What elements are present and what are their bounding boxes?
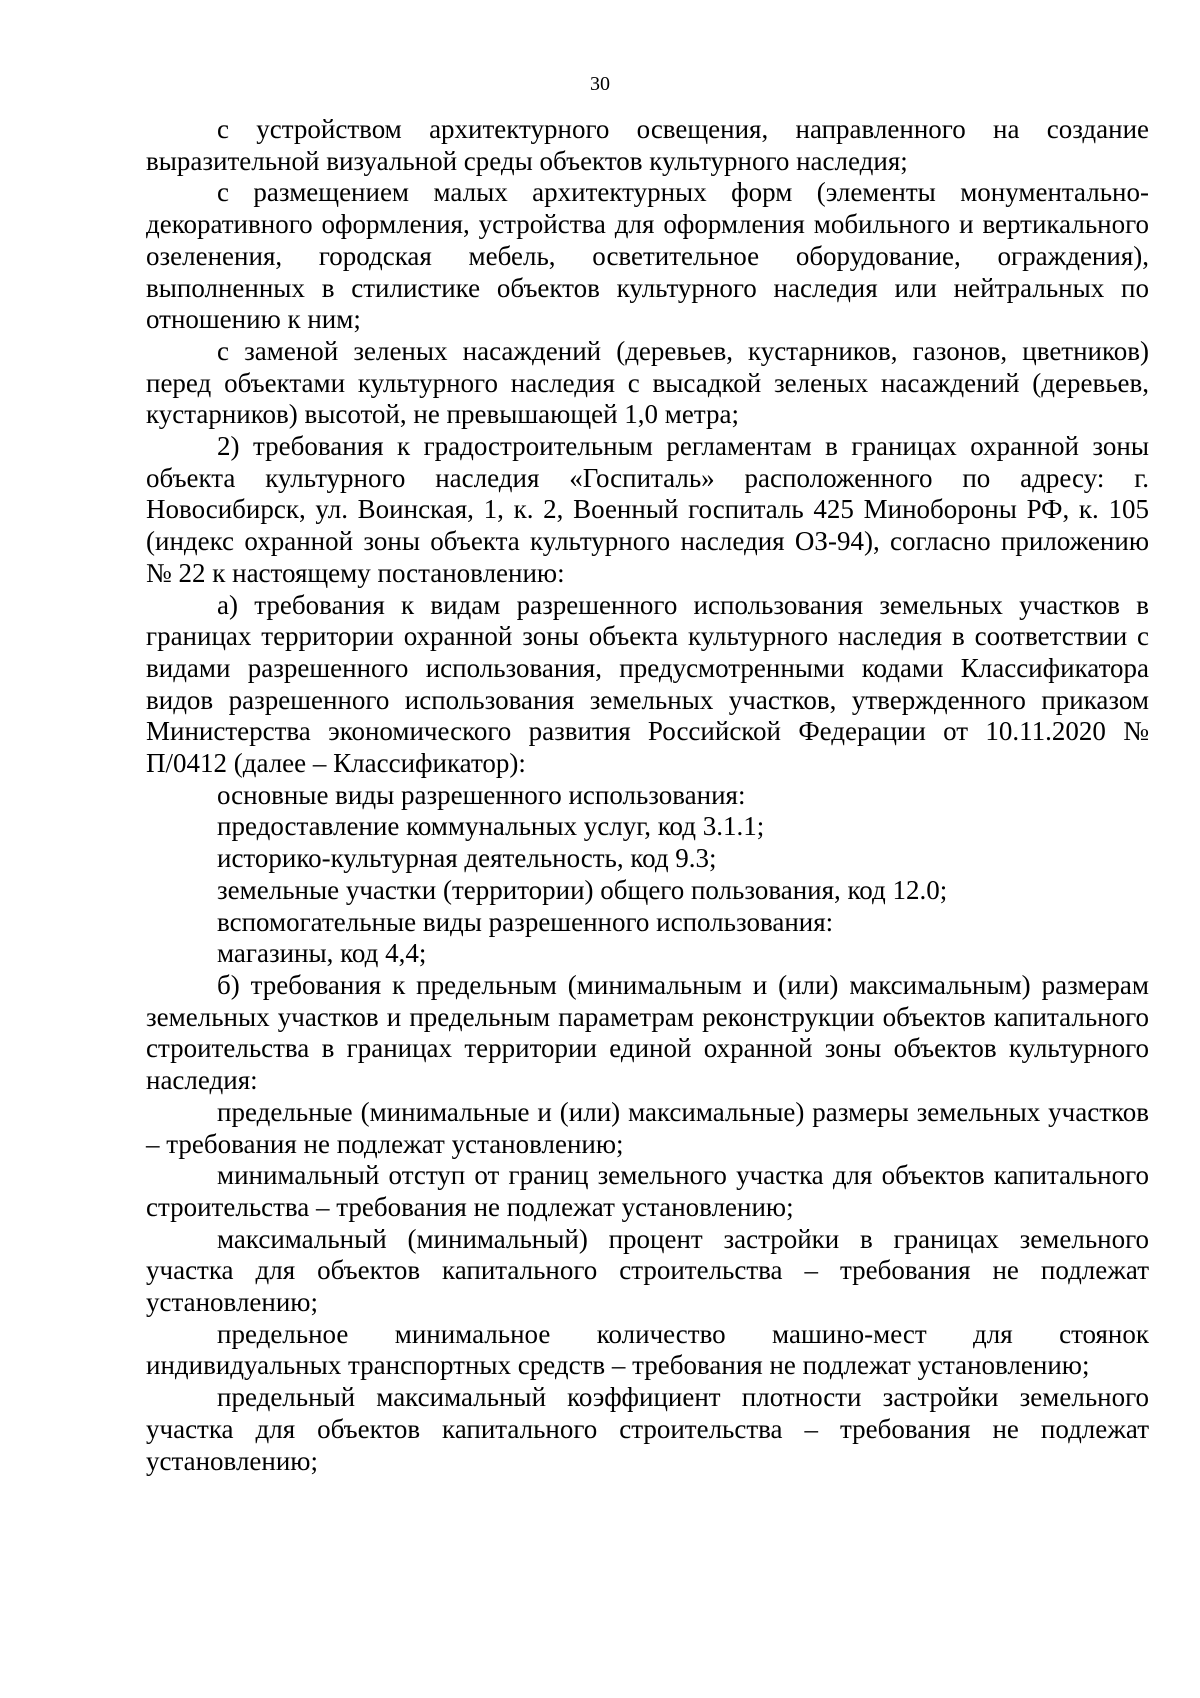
paragraph-parking: предельное минимальное количество машино-мест для стоянок индивидуальных транспортных средств – требования не подлежат установлению; [146,1318,1149,1381]
list-item-utilities: предоставление коммунальных услуг, код 3.1.1; [217,811,765,842]
page-number: 30 [590,73,610,95]
paragraph-small-forms: с размещением малых архитектурных форм (элементы монументально-декоративного оформления, устройства для оформления мобильного и вертикального озеленения, городская мебель, осветительное оборудование, ограждения), выполненных в стилистике объектов культурного наследия или нейтральных по отношению к ним; [146,177,1149,335]
list-item-cultural: историко-культурная деятельность, код 9.3; [217,843,717,874]
list-item-shops: магазины, код 4,4; [217,938,427,969]
list-item-auxiliary-uses: вспомогательные виды разрешенного использования: [217,906,834,937]
document-body [146,114,1149,1477]
paragraph-density: предельный максимальный коэффициент плотности застройки земельного участка для объектов капитального строительства – требования не подлежат установлению; [146,1382,1149,1476]
paragraph-plot-sizes: предельные (минимальные и (или) максимальные) размеры земельных участков – требования не подлежат установлению; [146,1096,1149,1159]
list-item-public-land: земельные участки (территории) общего пользования, код 12.0; [217,874,948,905]
paragraph-setback: минимальный отступ от границ земельного участка для объектов капитального строительства – требования не подлежат установлению; [146,1160,1149,1222]
paragraph-requirements-2: 2) требования к градостроительным регламентам в границах охранной зоны объекта культурного наследия «Госпиталь» расположенного по адресу: г. Новосибирск, ул. Воинская, 1, к. 2, Военный госпиталь 425 Минобороны РФ, к. 105 (индекс охранной зоны объекта культурного наследия ОЗ-94), согласно приложению № 22 к настоящему постановлению: [146,431,1149,588]
paragraph-greenery: с заменой зеленых насаждений (деревьев, кустарников, газонов, цветников) перед объектами культурного наследия с высадкой зеленых насаждений (деревьев, кустарников) высотой, не превышающей 1,0 метра; [146,335,1149,430]
paragraph-lighting: с устройством архитектурного освещения, направленного на создание выразительной визуальной среды объектов культурного наследия; [146,114,1149,176]
paragraph-coverage: максимальный (минимальный) процент застройки в границах земельного участка для объектов капитального строительства – требования не подлежат установлению; [146,1223,1149,1318]
paragraph-requirements-a: а) требования к видам разрешенного использования земельных участков в границах территории охранной зоны объекта культурного наследия в соответствии с видами разрешенного использования, предусмотренными кодами Классификатора видов разрешенного использования земельных участков, утвержденного приказом Министерства экономического развития Российской Федерации от 10.11.2020 № П/0412 (далее – Классификатор): [146,589,1149,779]
paragraph-requirements-b: б) требования к предельным (минимальным и (или) максимальным) размерам земельных участков и предельным параметрам реконструкции объектов капитального строительства в границах территории единой охранной зоны объектов культурного наследия: [146,969,1149,1096]
list-item-main-uses: основные виды разрешенного использования: [217,779,746,810]
